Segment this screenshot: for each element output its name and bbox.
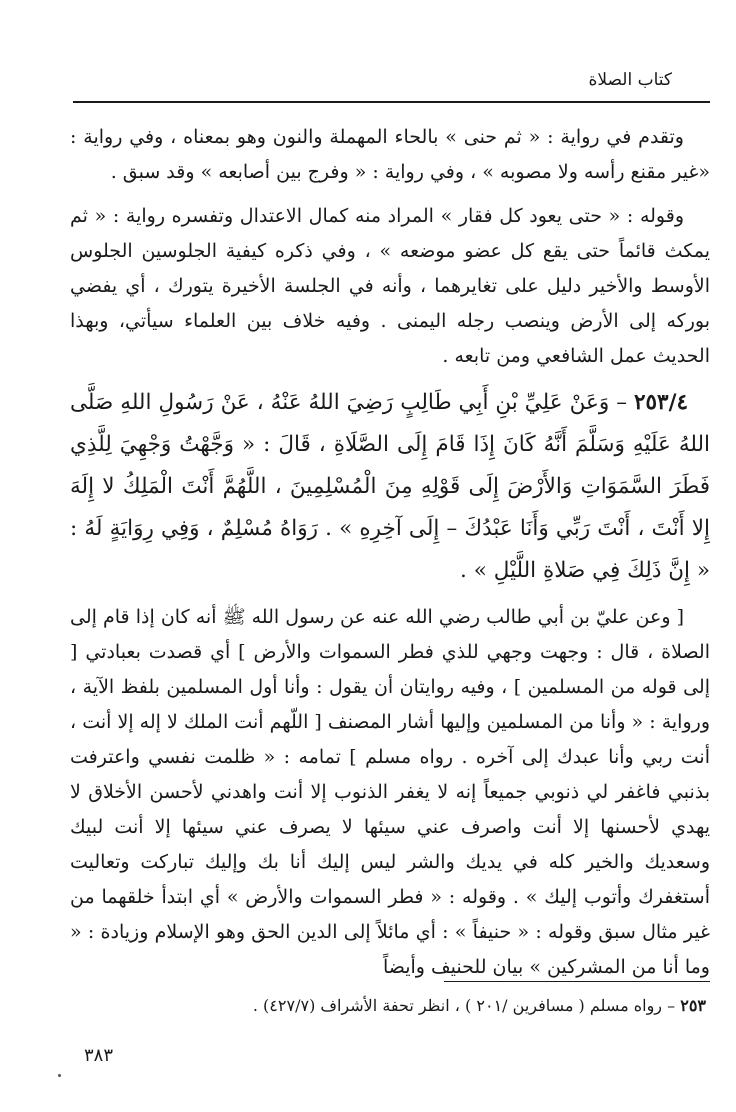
hadith-paragraph [70,382,710,592]
footnote [253,996,706,1015]
commentary-paragraph-2: وقوله : « حتى يعود كل فقار » المراد منه كمال الاعتدال وتفسره رواية : « ثم يمكث قائماً حتى يقع كل عضو موضعه » ، وفي ذكره كيفية الجلوسين الجلوس الأوسط والأخير دليل على تغايرهما ، وأنه في الجلسة الأخيرة يتورك ، أي يفضي بوركه إلى الأرض وينصب رجله اليمنى . وفيه خلاف بين العلماء سيأتي، وبهذا الحديث عمل الشافعي ومن تابعه . [70,205,710,367]
commentary-paragraph-3: [ وعن عليّ بن أبي طالب رضي الله عنه عن رسول الله ﷺ أنه كان إذا قام إلى الصلاة ، قال : وجهت وجهي للذي فطر السموات والأرض ] أي قصدت بعبادتي [ إلى قوله من المسلمين ] ، وفيه روايتان أن يقول : وأنا أول المسلمين بلفظ الآية ، ورواية : « وأنا من المسلمين وإليها أشار المصنف [ اللّهم أنت الملك لا إله إلا أنت ، أنت ربي وأنا عبدك إلى آخره . رواه مسلم ] تمامه : « ظلمت نفسي واعترفت بذنبي فاغفر لي ذنوبي جميعاً إنه لا يغفر الذنوب إلا أنت واهدني لأحسن الأخلاق لا يهدي لأحسنها إلا أنت واصرف عني سيئها لا يصرف عني سيئها إلا أنت لبيك وسعديك والخير كله في يديك والشر ليس إليك أنا بك وإليك تباركت وتعاليت أستغفرك وأتوب إليك » . وقوله : « فطر السموات والأرض » أي ابتدأ خلقهما من غير مثال سبق وقوله : « حنيفاً » : أي مائلاً إلى الدين الحق وهو الإسلام وزيادة : « وما أنا من المشركين » بيان للحنيف وأيضاً [70,606,710,978]
body-text [70,120,710,985]
hadith-number: ٢٥٣/٤ [633,390,688,415]
hadith-text: – وَعَنْ عَلِيِّ بْنِ أَبِي طَالِبٍ رَضِيَ اللهُ عَنْهُ ، عَنْ رَسُولِ اللهِ صَلَّى اللهُ عَلَيْهِ وَسَلَّمَ أَنَّهُ كَانَ إِذَا قَامَ إِلَى الصَّلَاةِ ، قَالَ : « وَجَّهْتُ وَجْهِيَ لِلَّذِي فَطَرَ السَّمَوَاتِ وَالأَرْضَ إِلَى قَوْلِهِ مِنَ الْمُسْلِمِينَ ، اللَّهُمَّ أَنْتَ الْمَلِكُ لا إِلَهَ إِلا أَنْتَ ، أَنْتَ رَبِّي وَأَنَا عَبْدُكَ – إِلَى آخِرِهِ » . رَوَاهُ مُسْلِمٌ ، وَفِي رِوَايَةٍ لَهُ : « إِنَّ ذَلِكَ فِي صَلاةِ اللَّيْلِ » . [70,390,710,583]
scan-speck [58,1074,61,1077]
running-header: كتاب الصلاة [588,70,672,90]
header-rule [73,101,710,103]
page-number: ٣٨٣ [84,1045,114,1066]
footnote-number: ٢٥٣ [680,996,706,1015]
footnote-text: – رواه مسلم ( مسافرين /٢٠١ ) ، انظر تحفة الأشراف (٤٢٧/٧) . [252,996,676,1015]
footnote-rule [444,981,710,982]
commentary-paragraph-1: وتقدم في رواية : « ثم حنى » بالحاء المهملة والنون وهو بمعناه ، وفي رواية : «غير مقنع رأسه ولا مصوبه » ، وفي رواية : « وفرج بين أصابعه » وقد سبق . [70,126,710,183]
